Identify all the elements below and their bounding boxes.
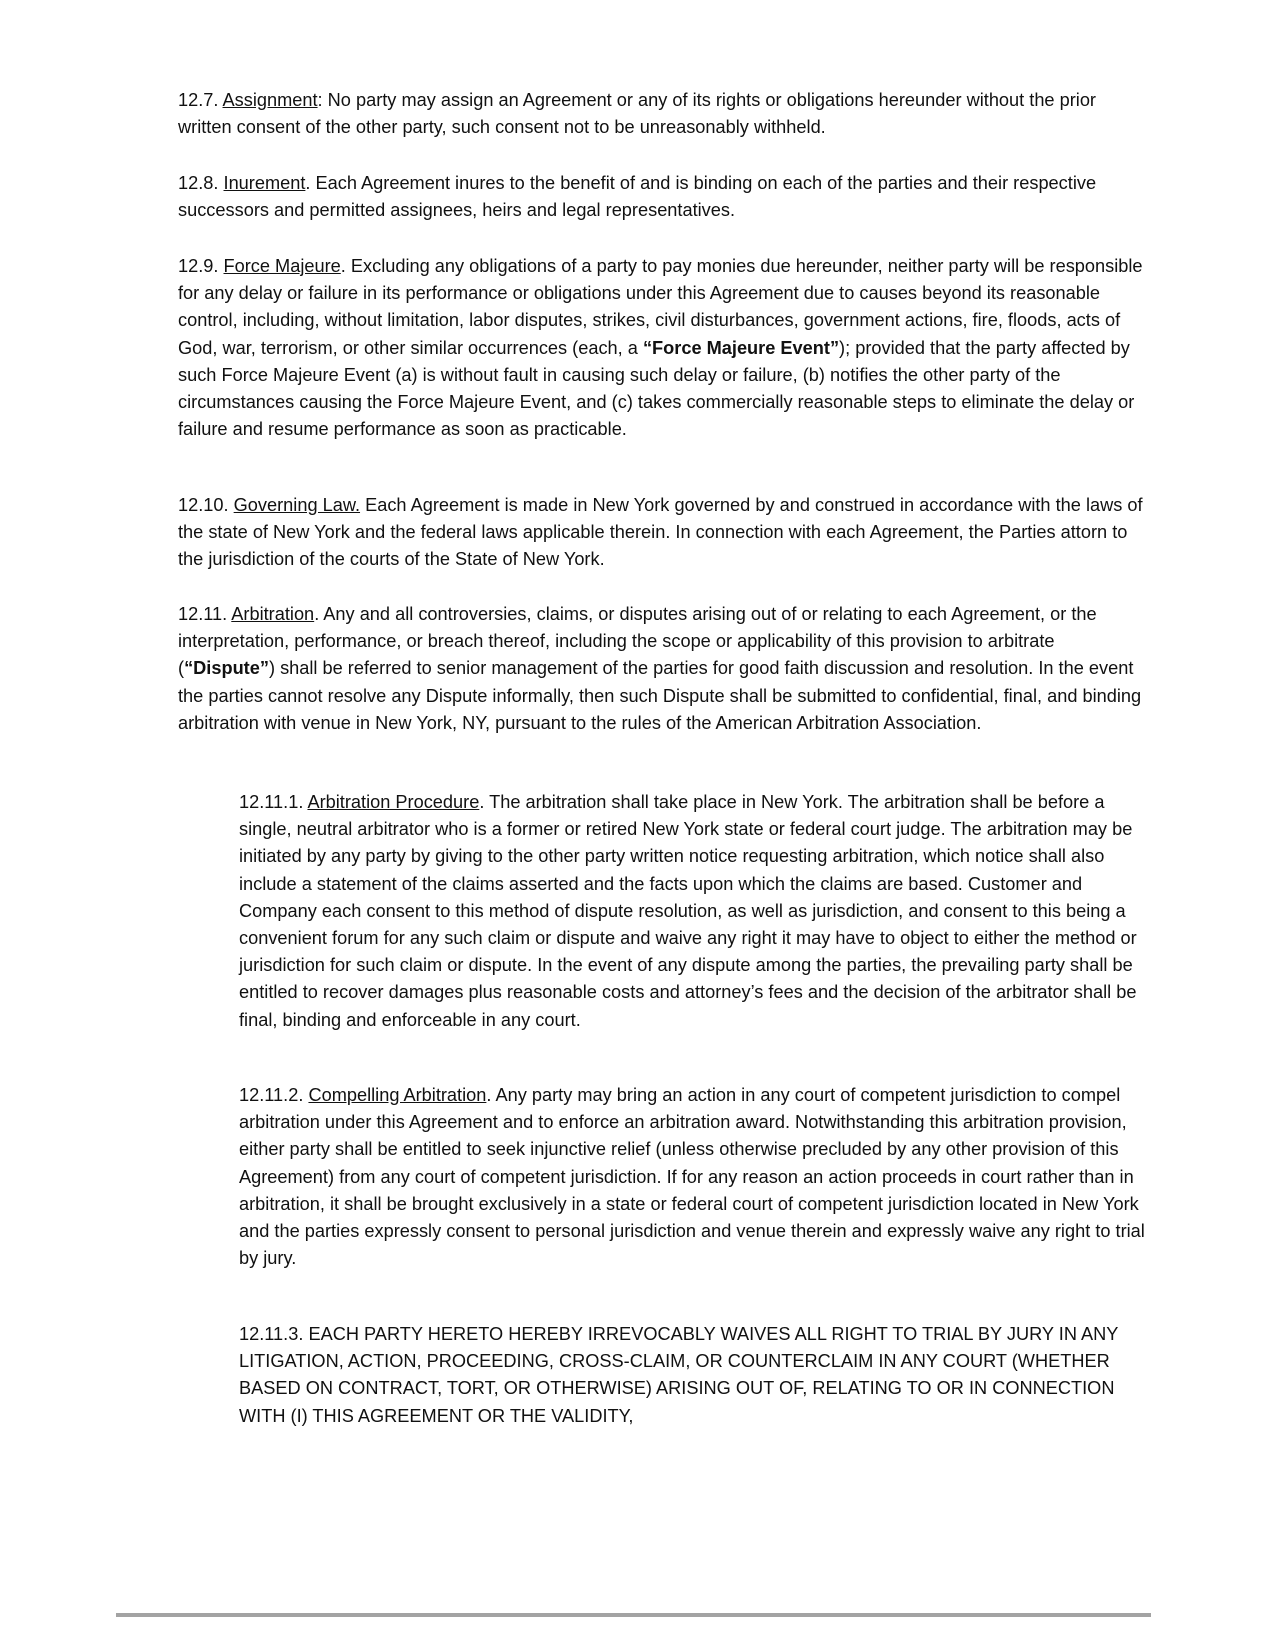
section-number: 12.8. xyxy=(178,173,219,193)
section-text: Excluding any obligations of a party to pay monies due hereunder, neither party will be responsible for any delay or failure in its performance or obligations under this Agreement due to causes beyond its reasonable control, including, without limitation, labor disputes, strikes, civil disturbances, government actions, fire, floods, acts of God, war, terrorism, or other similar occurrences (each, a xyxy=(178,256,1143,358)
section-text-continued: ); provided that the party affected by such Force Majeure Event (a) is without fault in causing such delay or failure, (b) notifies the other party of the circumstances causing the Force Majeure Event, and (c) takes commercially reasonable steps to eliminate the delay or failure and resume performance as soon as practicable. xyxy=(178,337,1135,440)
section-text: The arbitration shall take place in New York. The arbitration shall be before a single, neutral arbitrator who is a former or retired New York state or federal court judge. The arbitration may be initiated by any party by giving to the other party written notice requesting arbitration, which notice shall also include a statement of the claims asserted and the facts upon which the claims are based. Customer and Company each consent to this method of dispute resolution, as well as jurisdiction, and consent to this being a convenient forum for any such claim or dispute and waive any right it may have to object to either the method or jurisdiction for such claim or dispute. In the event of any dispute among the parties, the prevailing party shall be entitled to recover damages plus reasonable costs and attorney’s fees and the decision of the arbitrator shall be final, binding and enforceable in any court. xyxy=(239,792,1137,1030)
section-title-separator: . xyxy=(479,792,485,812)
section-text: No party may assign an Agreement or any of its rights or obligations hereunder without the prior written consent of the other party, such consent not to be unreasonably withheld. xyxy=(178,90,1096,138)
footer-divider xyxy=(116,1613,1151,1617)
section-12-11-1 xyxy=(239,789,1145,1034)
section-title: Arbitration xyxy=(231,604,315,624)
section-number: 12.11.3. xyxy=(239,1324,304,1344)
section-title: Governing Law. xyxy=(233,495,361,515)
section-title-separator: . xyxy=(486,1085,492,1105)
section-12-11 xyxy=(178,601,1143,737)
section-number: 12.11.2. xyxy=(239,1085,304,1105)
section-12-7 xyxy=(178,87,1143,141)
section-title-separator: . xyxy=(305,173,311,193)
section-12-11-2 xyxy=(239,1082,1145,1272)
section-title-separator: : xyxy=(317,90,323,110)
section-text-continued: ) shall be referred to senior management of the parties for good faith discussion and resolution. In the event the parties cannot resolve any Dispute informally, then such Dispute shall be submitted to confidential, final, and binding arbitration with venue in New York, NY, pursuant to the rules of the American Arbitration Association. xyxy=(178,658,1142,733)
section-text: Each Agreement inures to the benefit of and is binding on each of the parties and their respective successors and permitted assignees, heirs and legal representatives. xyxy=(178,173,1097,221)
section-title-separator: . xyxy=(340,256,346,276)
section-title-separator: . xyxy=(314,604,320,624)
section-12-9 xyxy=(178,253,1143,443)
section-number: 12.11. xyxy=(178,604,228,624)
defined-term: “Dispute” xyxy=(184,658,269,679)
section-12-8 xyxy=(178,170,1143,224)
defined-term: “Force Majeure Event” xyxy=(642,337,840,358)
section-number: 12.10. xyxy=(178,495,229,515)
section-12-11-3 xyxy=(239,1321,1145,1430)
section-title: Arbitration Procedure xyxy=(307,792,480,812)
section-12-10 xyxy=(178,492,1143,574)
section-title: Assignment xyxy=(222,90,318,110)
section-number: 12.11.1. xyxy=(239,792,304,812)
section-number: 12.7. xyxy=(178,90,219,110)
section-title: Inurement xyxy=(223,173,306,193)
section-text: Any party may bring an action in any court of competent jurisdiction to compel arbitration under this Agreement and to enforce an arbitration award. Notwithstanding this arbitration provision, either party shall be entitled to seek injunctive relief (unless otherwise precluded by any other provision of this Agreement) from any court of competent jurisdiction. If for any reason an action proceeds in court rather than in arbitration, it shall be brought exclusively in a state or federal court of competent jurisdiction located in New York and the parties expressly consent to personal jurisdiction and venue therein and expressly waive any right to trial by jury. xyxy=(239,1085,1145,1269)
section-text: Any and all controversies, claims, or disputes arising out of or relating to each Agreement, or the interpretation, performance, or breach thereof, including the scope or applicability of this provision to arbitrate ( xyxy=(178,604,1097,679)
section-text: EACH PARTY HERETO HEREBY IRREVOCABLY WAIVES ALL RIGHT TO TRIAL BY JURY IN ANY LITIGATION, ACTION, PROCEEDING, CROSS-CLAIM, OR COUNTERCLAIM IN ANY COURT (WHETHER BASED ON CONTRACT, TORT, OR OTHERWISE) ARISING OUT OF, RELATING TO OR IN CONNECTION WITH (I) THIS AGREEMENT OR THE VALIDITY, xyxy=(239,1324,1119,1426)
section-text: Each Agreement is made in New York governed by and construed in accordance with the laws of the state of New York and the federal laws applicable therein. In connection with each Agreement, the Parties attorn to the jurisdiction of the courts of the State of New York. xyxy=(178,495,1143,570)
section-number: 12.9. xyxy=(178,256,219,276)
section-title: Compelling Arbitration xyxy=(308,1085,487,1105)
section-title: Force Majeure xyxy=(223,256,341,276)
